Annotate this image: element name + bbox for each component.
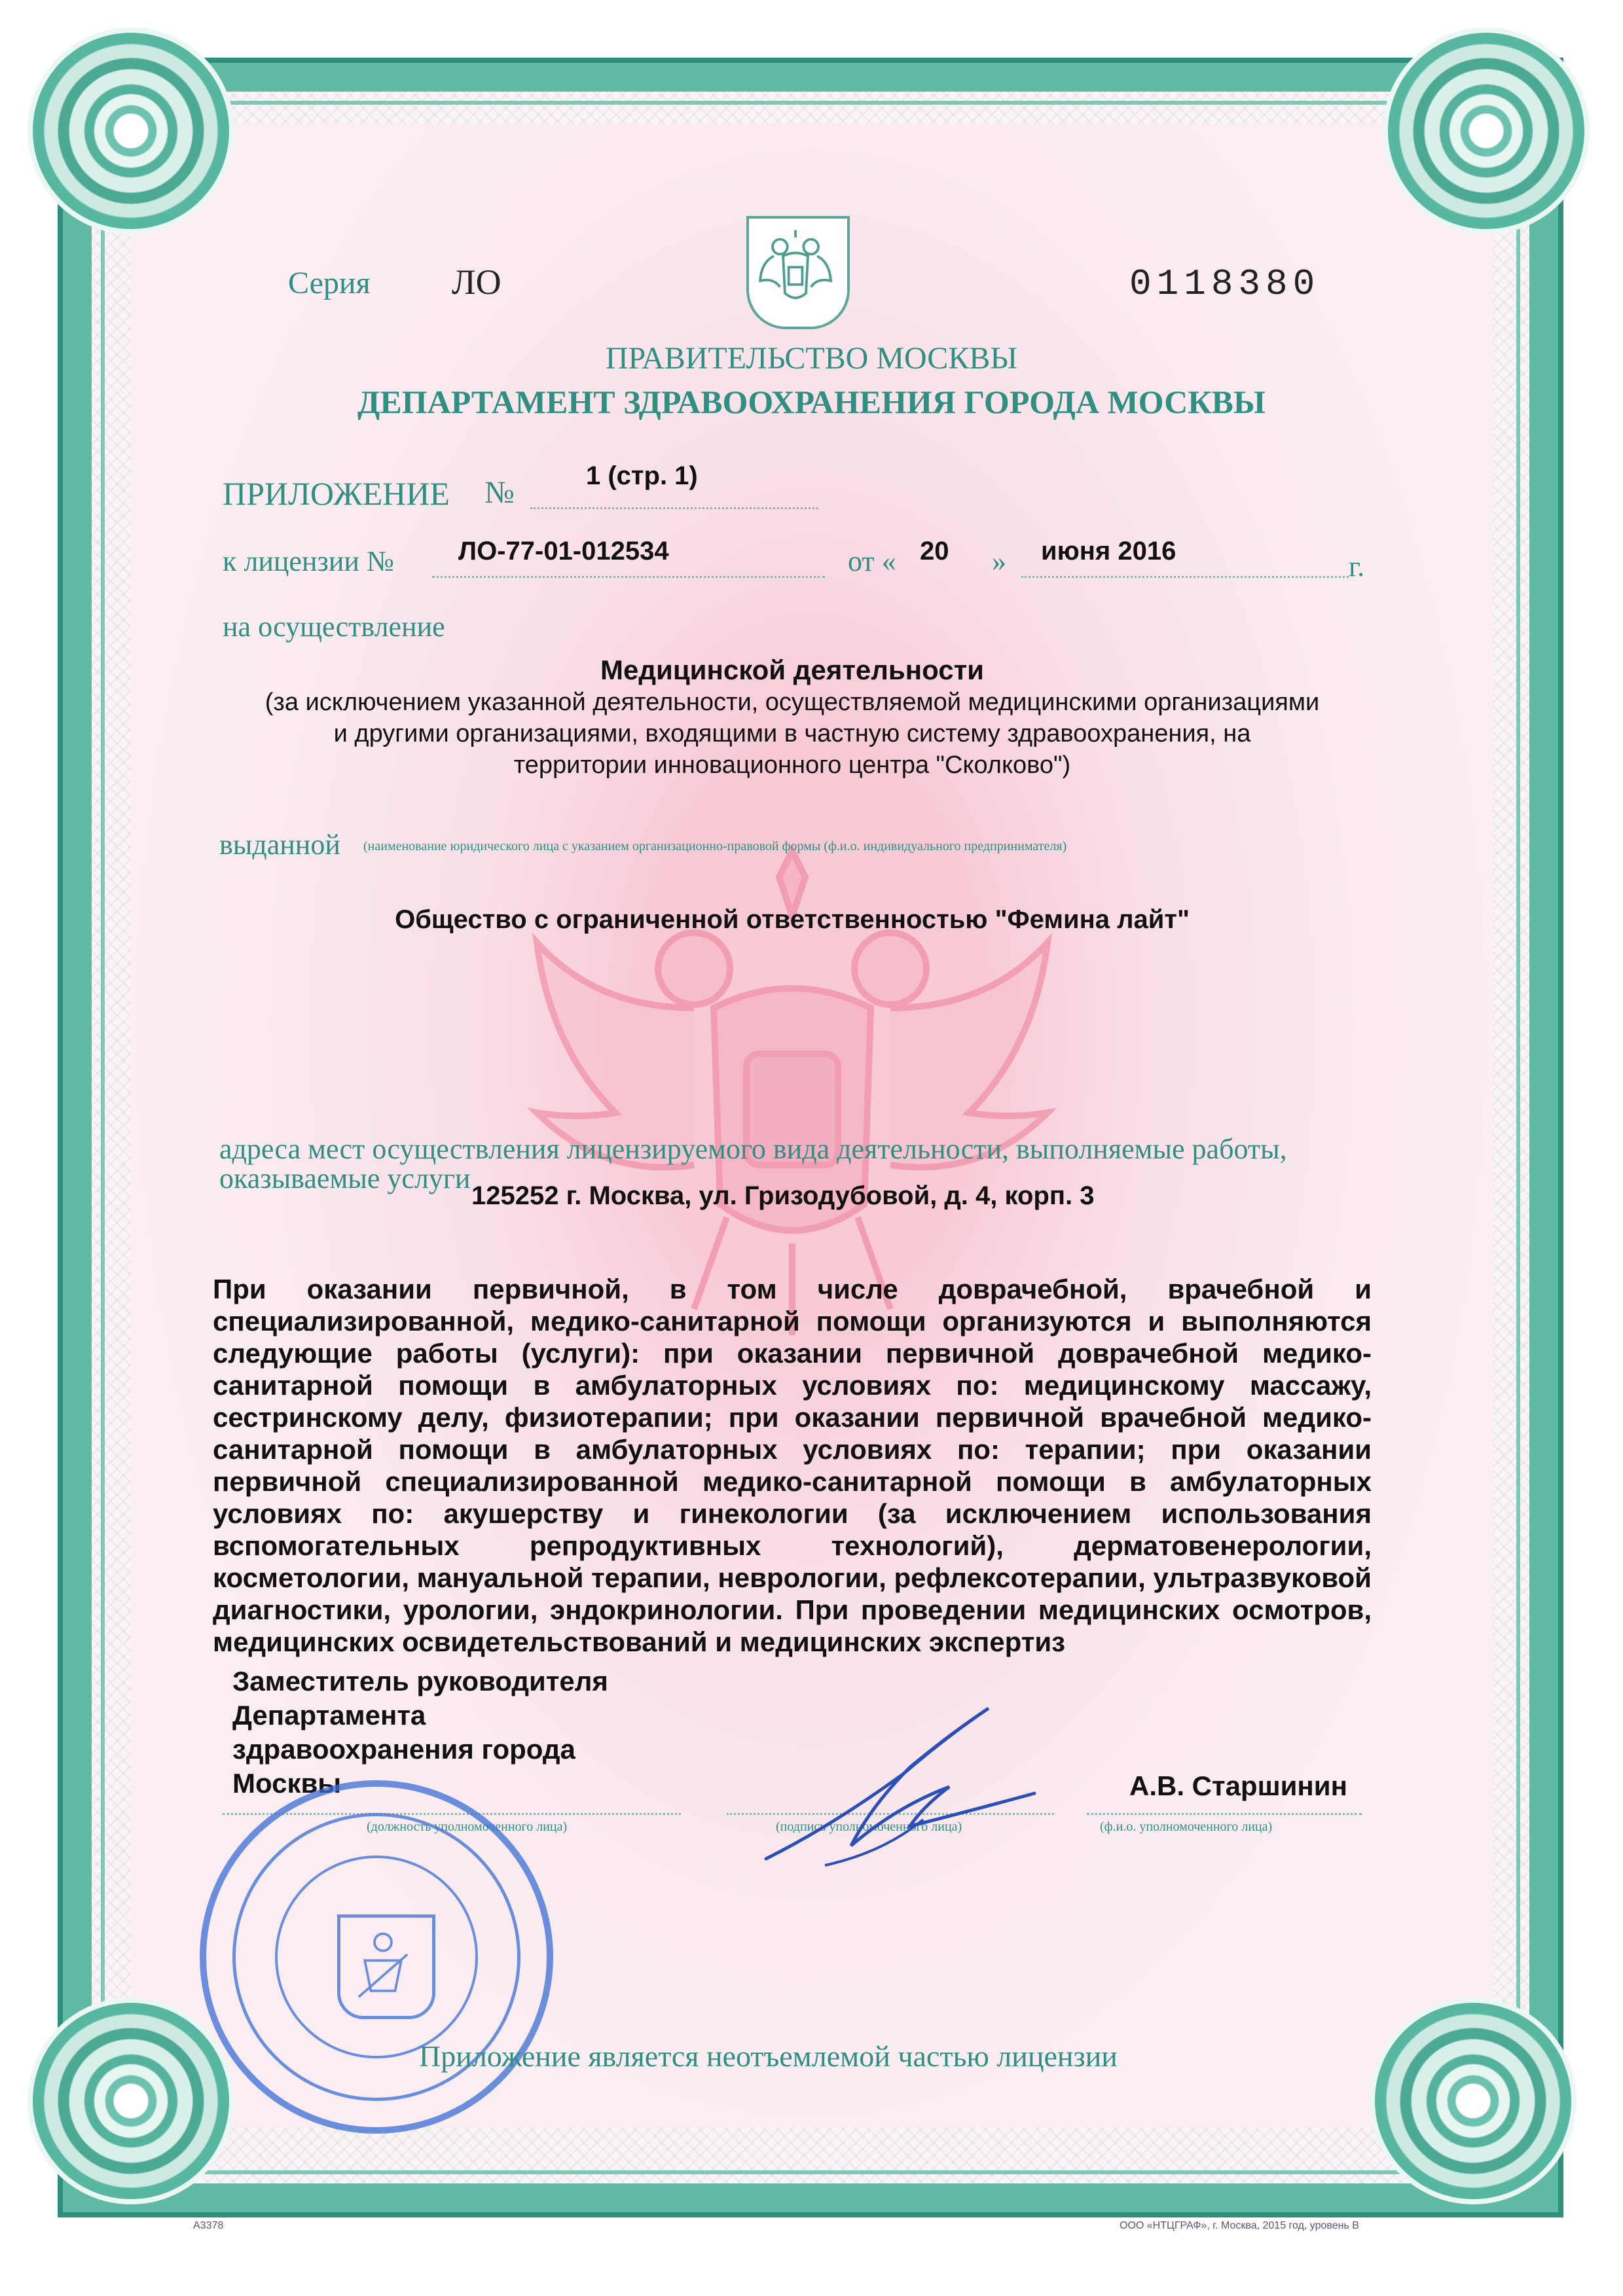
corner-rosette-top-right xyxy=(1388,33,1584,229)
signatory-name: А.В. Старшинин xyxy=(1129,1770,1347,1801)
signatory-position-line3: здравоохранения города xyxy=(232,1734,575,1765)
address-label-line2: оказываемые услуги xyxy=(219,1162,471,1194)
license-number: ЛО-77-01-012534 xyxy=(458,537,669,565)
appendix-label: ПРИЛОЖЕНИЕ xyxy=(223,475,450,512)
footer-note: Приложение является неотъемлемой частью лицензии xyxy=(419,2039,1118,2073)
appendix-line xyxy=(530,507,818,509)
license-label: к лицензии № xyxy=(223,545,394,577)
activity-label: на осуществление xyxy=(223,611,445,643)
issued-label: выданной xyxy=(219,829,340,861)
license-number-line xyxy=(432,576,825,578)
handwritten-signature-icon xyxy=(753,1695,1048,1878)
issued-hint: (наименование юридического лица с указанием организационно-правовой формы (ф.и.о. индивидуального предпринимателя) xyxy=(363,839,1067,853)
name-hint: (ф.и.о. уполномоченного лица) xyxy=(1100,1820,1273,1834)
government-title: ПРАВИТЕЛЬСТВО МОСКВЫ xyxy=(605,341,1018,376)
corner-rosette-bottom-right xyxy=(1375,2003,1571,2199)
position-hint: (должность уполномоченного лица) xyxy=(367,1820,568,1834)
activity-title: Медицинской деятельности xyxy=(600,655,984,685)
series-value: ЛО xyxy=(452,262,501,302)
appendix-no-sign: № xyxy=(484,475,515,510)
services-text: При оказании первичной, в том числе доврачебной, врачебной и специализированной, медико-санитарной помощи организуются и выполняются следующие работы (услуги): при оказании первичной доврачебной медико-санитарной помощи в амбулаторных условиях по: медицинскому массажу, сестринскому делу, физиотерапии; при оказании первичной врачебной медико-санитарной помощи в амбулаторных условиях по: терапии; при оказании первичной специализированной медико-санитарной помощи в амбулаторных условиях по: акушерству и гинекологии (за исключением использования вспомогательных репродуктивных технологий), дерматовенерологии, косметологии, мануальной терапии, неврологии, рефлексотерапии, ультразвуковой диагностики, урологии, эндокринологии. При проведении медицинских осмотров, медицинских освидетельствований и медицинских экспертиз xyxy=(213,1274,1372,1657)
series-label: Серия xyxy=(288,266,371,300)
license-year-suffix: г. xyxy=(1349,550,1365,583)
license-month-year: июня 2016 xyxy=(1041,537,1176,565)
license-date-line xyxy=(1021,576,1349,578)
printer-info: ООО «НТЦГРАФ», г. Москва, 2015 год, уровень В xyxy=(1120,2220,1359,2231)
license-quote-close: » xyxy=(992,545,1006,577)
activity-description-line3: территории инновационного центра "Сколково") xyxy=(513,751,1071,779)
address-value: 125252 г. Москва, ул. Гризодубовой, д. 4, корп. 3 xyxy=(471,1181,1095,1210)
appendix-value: 1 (стр. 1) xyxy=(586,461,698,490)
corner-rosette-bottom-left xyxy=(33,2003,229,2199)
signature-hint: (подпись уполномоченного лица) xyxy=(776,1820,962,1834)
license-day: 20 xyxy=(920,537,949,565)
coat-of-arms-icon xyxy=(746,216,850,329)
activity-description-line2: и другими организациями, входящими в частную систему здравоохранения, на xyxy=(333,720,1251,747)
organization-name: Общество с ограниченной ответственностью "Фемина лайт" xyxy=(395,905,1190,934)
signatory-position-line1: Заместитель руководителя xyxy=(232,1666,608,1696)
name-line xyxy=(1087,1813,1362,1815)
signatory-position-line4: Москвы xyxy=(232,1768,342,1799)
license-from-label: от « xyxy=(848,545,896,577)
signatory-position-line2: Департамента xyxy=(232,1700,426,1731)
corner-rosette-top-left xyxy=(33,33,229,229)
department-title: ДЕПАРТАМЕНТ ЗДРАВООХРАНЕНИЯ ГОРОДА МОСКВЫ xyxy=(357,384,1266,420)
form-number: 0118380 xyxy=(1129,263,1321,305)
official-seal-icon xyxy=(200,1780,553,2134)
activity-description-line1: (за исключением указанной деятельности, осуществляемой медицинскими организациями xyxy=(264,689,1320,716)
form-code: A3378 xyxy=(193,2220,224,2231)
address-label-line1: адреса мест осуществления лицензируемого вида деятельности, выполняемые работы, xyxy=(219,1133,1287,1165)
